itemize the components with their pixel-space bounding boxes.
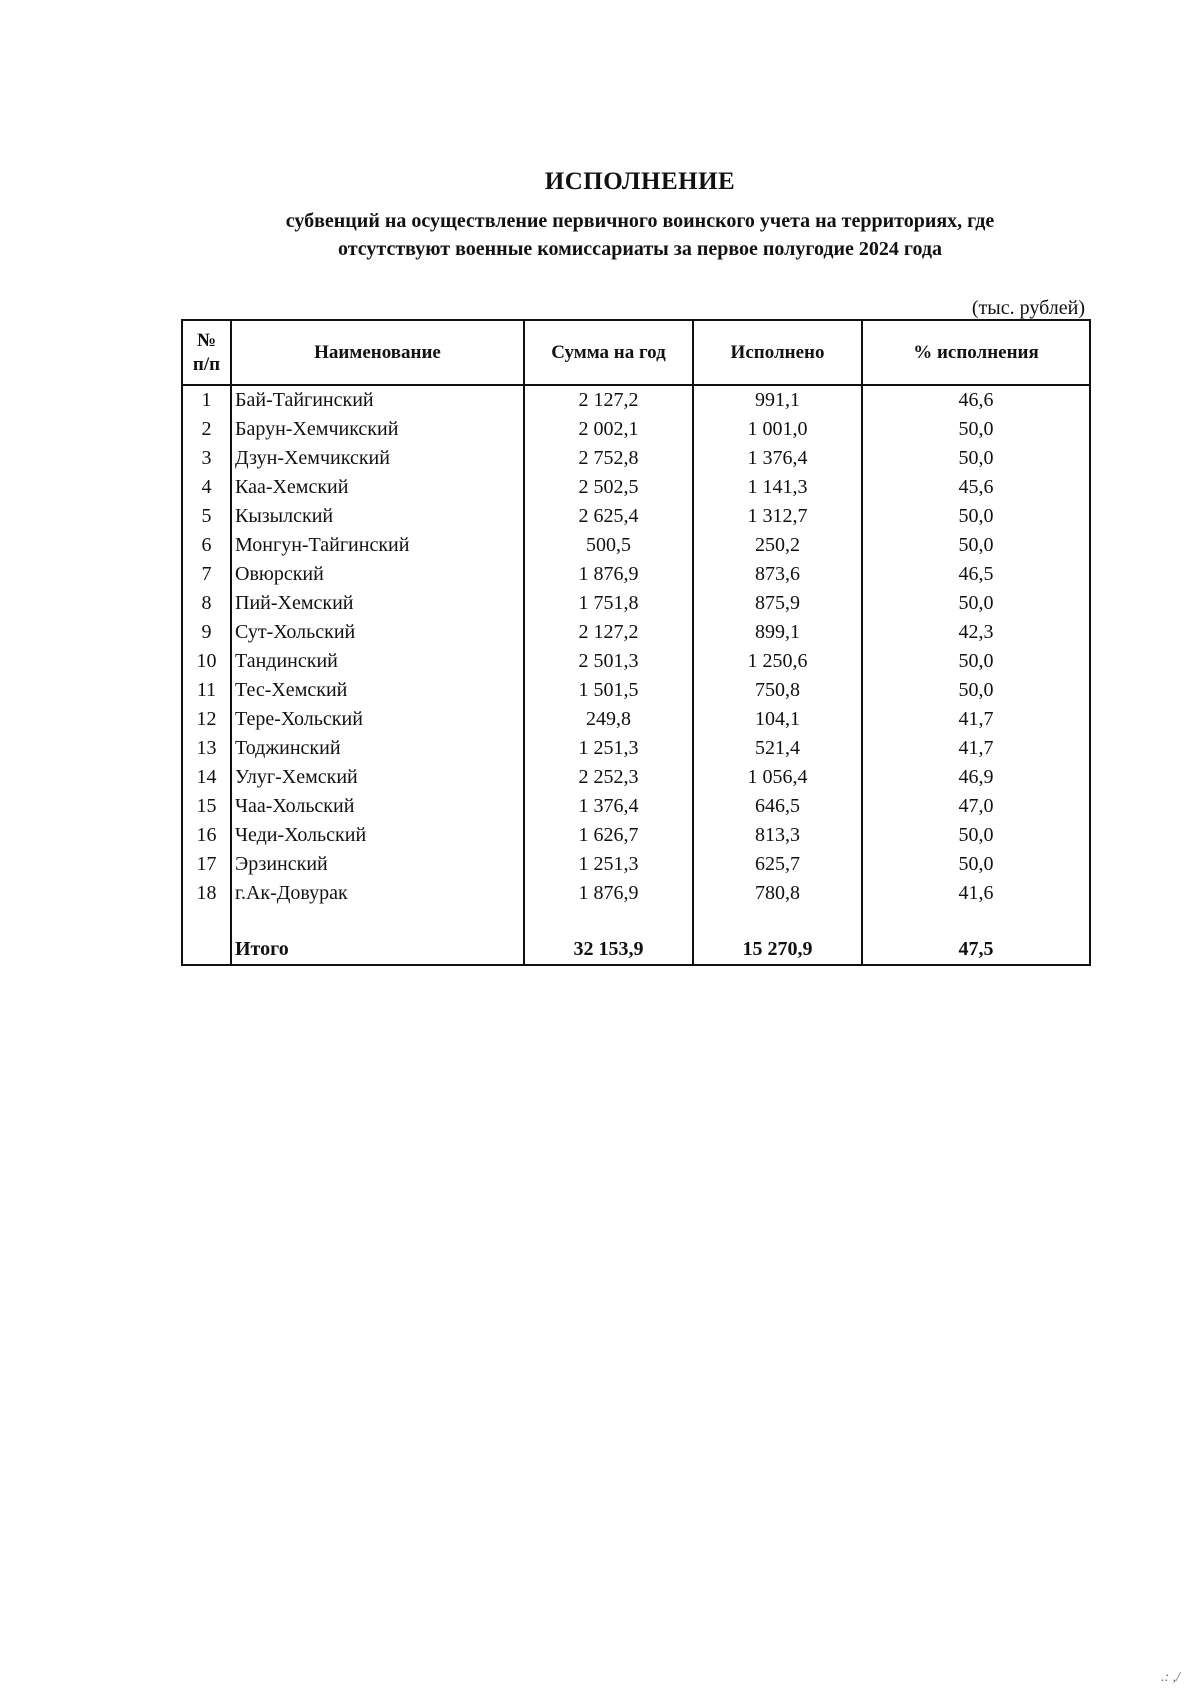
table-row [182,879,1090,908]
row-done: 899,1 [693,618,862,647]
spacer-row [182,908,1090,934]
table-row [182,763,1090,792]
spacer-cell [182,908,231,934]
row-pct: 50,0 [862,647,1090,676]
subtitle-line-1: субвенций на осуществление первичного воинского учета на территориях, где [285,210,995,232]
total-sum: 32 153,9 [524,934,693,965]
row-num: 4 [182,473,231,502]
column-header-num [182,320,231,385]
column-header-sum: Сумма на год [524,320,693,385]
spacer-cell [231,908,524,934]
row-name: Овюрский [231,560,524,589]
row-num: 1 [182,385,231,415]
row-pct: 50,0 [862,502,1090,531]
row-sum: 1 876,9 [524,879,693,908]
row-name: Сут-Хольский [231,618,524,647]
unit-label: (тыс. рублей) [971,297,1085,319]
row-pct: 50,0 [862,676,1090,705]
row-name: г.Ак-Довурак [231,879,524,908]
table-row [182,473,1090,502]
row-sum: 2 502,5 [524,473,693,502]
table-row [182,821,1090,850]
table-row [182,850,1090,879]
table-row [182,647,1090,676]
total-num-cell [182,934,231,965]
row-num: 2 [182,415,231,444]
row-name: Дзун-Хемчикский [231,444,524,473]
row-name: Монгун-Тайгинский [231,531,524,560]
row-pct: 42,3 [862,618,1090,647]
row-sum: 2 752,8 [524,444,693,473]
row-done: 646,5 [693,792,862,821]
row-num: 9 [182,618,231,647]
table-row [182,589,1090,618]
row-sum: 2 002,1 [524,415,693,444]
row-name: Пий-Хемский [231,589,524,618]
table-row [182,734,1090,763]
row-name: Каа-Хемский [231,473,524,502]
row-done: 780,8 [693,879,862,908]
row-done: 521,4 [693,734,862,763]
row-sum: 1 751,8 [524,589,693,618]
row-name: Тоджинский [231,734,524,763]
row-num: 15 [182,792,231,821]
subtitle-line-2: отсутствуют военные комиссариаты за первое полугодие 2024 года [337,238,943,260]
row-sum: 2 625,4 [524,502,693,531]
row-num: 10 [182,647,231,676]
spacer-cell [524,908,693,934]
row-sum: 500,5 [524,531,693,560]
row-done: 1 056,4 [693,763,862,792]
execution-table [181,319,1091,966]
column-header-name: Наименование [231,320,524,385]
row-name: Кызылский [231,502,524,531]
spacer-cell [693,908,862,934]
row-num: 17 [182,850,231,879]
row-done: 875,9 [693,589,862,618]
row-done: 625,7 [693,850,862,879]
row-name: Чаа-Хольский [231,792,524,821]
table-row [182,385,1090,415]
row-pct: 47,0 [862,792,1090,821]
row-pct: 41,7 [862,705,1090,734]
row-sum: 249,8 [524,705,693,734]
row-done: 1 141,3 [693,473,862,502]
row-done: 104,1 [693,705,862,734]
table-row [182,531,1090,560]
row-done: 1 376,4 [693,444,862,473]
document-subtitle [150,207,1130,263]
row-done: 250,2 [693,531,862,560]
document-title: ИСПОЛНЕНИЕ [544,168,736,195]
row-name: Тере-Хольский [231,705,524,734]
margin-mark: .: ,/ [1160,1670,1180,1685]
table-row [182,676,1090,705]
total-name: Итого [231,934,524,965]
row-sum: 2 501,3 [524,647,693,676]
total-row [182,934,1090,965]
row-name: Бай-Тайгинский [231,385,524,415]
row-sum: 1 876,9 [524,560,693,589]
row-done: 873,6 [693,560,862,589]
row-name: Барун-Хемчикский [231,415,524,444]
total-done: 15 270,9 [693,934,862,965]
column-header-num-line1: № [196,329,217,351]
spacer-cell [862,908,1090,934]
row-sum: 1 501,5 [524,676,693,705]
row-pct: 46,9 [862,763,1090,792]
row-num: 11 [182,676,231,705]
total-pct: 47,5 [862,934,1090,965]
row-num: 13 [182,734,231,763]
row-num: 6 [182,531,231,560]
table-row [182,705,1090,734]
table-row [182,792,1090,821]
row-sum: 2 252,3 [524,763,693,792]
row-num: 12 [182,705,231,734]
row-done: 1 312,7 [693,502,862,531]
row-done: 1 001,0 [693,415,862,444]
row-num: 8 [182,589,231,618]
column-header-pct: % исполнения [862,320,1090,385]
column-header-num-line2: п/п [192,353,221,375]
table-row [182,502,1090,531]
row-sum: 2 127,2 [524,385,693,415]
row-pct: 50,0 [862,589,1090,618]
row-num: 5 [182,502,231,531]
row-pct: 46,6 [862,385,1090,415]
row-sum: 1 251,3 [524,734,693,763]
row-sum: 2 127,2 [524,618,693,647]
row-num: 3 [182,444,231,473]
row-sum: 1 251,3 [524,850,693,879]
row-name: Тес-Хемский [231,676,524,705]
row-done: 813,3 [693,821,862,850]
row-num: 16 [182,821,231,850]
row-name: Тандинский [231,647,524,676]
row-num: 14 [182,763,231,792]
row-num: 18 [182,879,231,908]
row-pct: 41,7 [862,734,1090,763]
table-header-row [182,320,1090,385]
row-name: Улуг-Хемский [231,763,524,792]
row-done: 750,8 [693,676,862,705]
row-sum: 1 626,7 [524,821,693,850]
table-row [182,415,1090,444]
row-pct: 50,0 [862,415,1090,444]
row-pct: 41,6 [862,879,1090,908]
row-pct: 46,5 [862,560,1090,589]
row-pct: 50,0 [862,821,1090,850]
table-row [182,618,1090,647]
row-pct: 45,6 [862,473,1090,502]
row-pct: 50,0 [862,531,1090,560]
row-pct: 50,0 [862,850,1090,879]
row-done: 1 250,6 [693,647,862,676]
row-name: Эрзинский [231,850,524,879]
row-num: 7 [182,560,231,589]
row-done: 991,1 [693,385,862,415]
row-pct: 50,0 [862,444,1090,473]
table-row [182,444,1090,473]
table-row [182,560,1090,589]
column-header-done: Исполнено [693,320,862,385]
row-sum: 1 376,4 [524,792,693,821]
row-name: Чеди-Хольский [231,821,524,850]
